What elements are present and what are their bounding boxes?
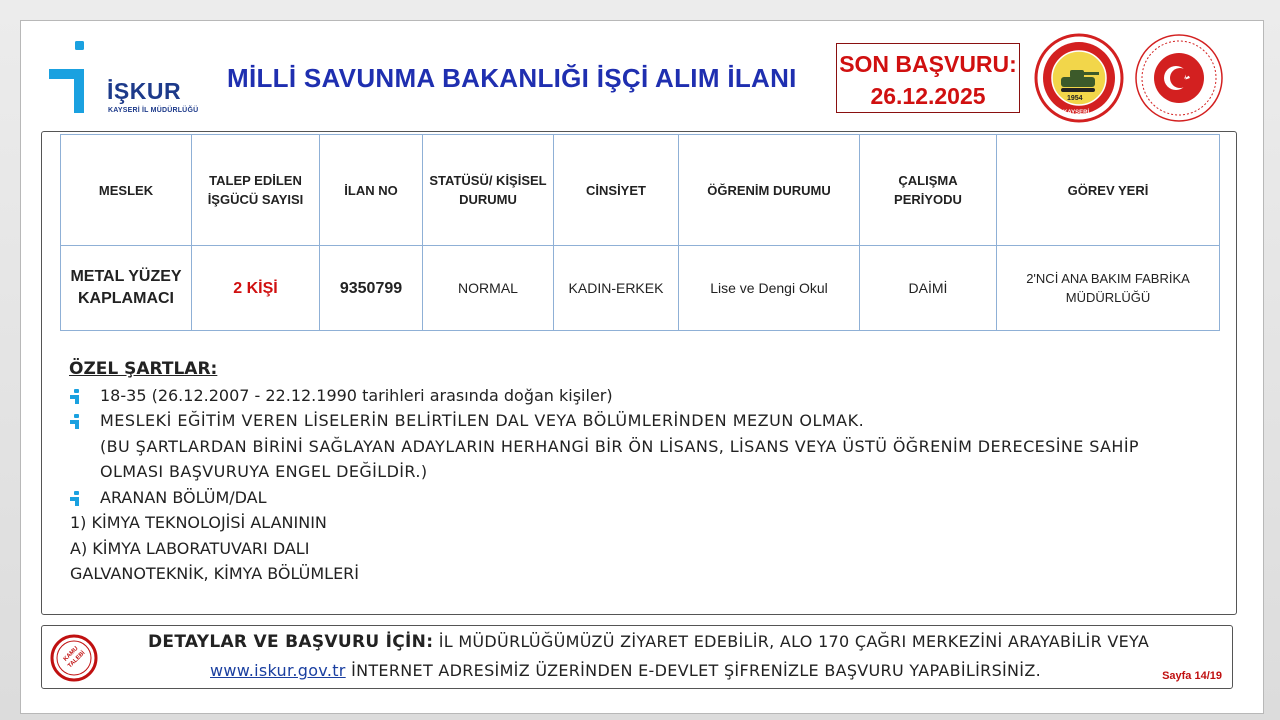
- cell-ogrenim: Lise ve Dengi Okul: [679, 246, 860, 331]
- page-number: Sayfa 14/19: [1162, 670, 1222, 682]
- deadline-box: [836, 43, 1020, 113]
- job-table: [60, 134, 1220, 331]
- table-header-row: [61, 135, 1220, 246]
- department-line: A) KİMYA LABORATUVARI DALI: [70, 538, 310, 558]
- iskur-bullet-icon: [70, 491, 79, 505]
- deadline-label: SON BAŞVURU:: [839, 51, 1017, 77]
- emblem-city: KAYSERİ: [1063, 110, 1090, 116]
- condition-graduation: MESLEKİ EĞİTİM VEREN LİSELERİN BELİRTİLEN DAL VEYA BÖLÜMLERİNDEN MEZUN OLMAK.: [100, 411, 865, 430]
- iskur-bullet-icon: [70, 414, 79, 428]
- cell-talep: 2 KİŞİ: [192, 246, 320, 331]
- condition-item: [69, 383, 1189, 409]
- cell-periyot: DAİMİ: [860, 246, 997, 331]
- job-details-panel: [41, 131, 1237, 615]
- header-cinsiyet: CİNSİYET: [554, 135, 679, 246]
- conditions-title: ÖZEL ŞARTLAR:: [69, 359, 218, 379]
- department-line: GALVANOTEKNİK, KİMYA BÖLÜMLERİ: [70, 564, 360, 583]
- footer-line-1-text: İL MÜDÜRLÜĞÜMÜZÜ ZİYARET EDEBİLİR, ALO 170 ÇAĞRI MERKEZİNİ ARAYABİLİR VEYA: [433, 632, 1150, 651]
- header-periyot: ÇALIŞMA PERİYODU: [860, 135, 997, 246]
- logo-subtitle: KAYSERİ İL MÜDÜRLÜĞÜ: [108, 107, 199, 114]
- table-row: [61, 246, 1220, 331]
- logo-wordmark: İŞKUR: [107, 78, 182, 104]
- page-title: MİLLİ SAVUNMA BAKANLIĞI İŞÇİ ALIM İLANI: [227, 63, 797, 93]
- emblem-year: 1954: [1067, 95, 1083, 102]
- condition-item: [69, 408, 1189, 434]
- footer-bold-label: DETAYLAR VE BAŞVURU İÇİN:: [148, 632, 434, 652]
- header-ogrenim: ÖĞRENİM DURUMU: [679, 135, 860, 246]
- footer-line-2: [210, 661, 1041, 680]
- condition-note-line: OLMASI BAŞVURUYA ENGEL DEĞİLDİR.): [100, 462, 428, 481]
- condition-department: ARANAN BÖLÜM/DAL: [100, 487, 267, 507]
- condition-item: [69, 485, 1189, 511]
- public-request-stamp: [50, 634, 98, 682]
- cell-statu: NORMAL: [423, 246, 554, 331]
- condition-note-line: (BU ŞARTLARDAN BİRİNİ SAĞLAYAN ADAYLARIN HERHANGİ BİR ÖN LİSANS, LİSANS VEYA ÜSTÜ ÖĞRENİM DERECESİNE SAHİP: [100, 436, 1139, 456]
- footer-line-2-text: İNTERNET ADRESİMİZ ÜZERİNDEN E-DEVLET ŞİFRENİZLE BAŞVURU YAPABİLİRSİNİZ.: [345, 661, 1041, 680]
- header-talep: TALEP EDİLEN İŞGÜCÜ SAYISI: [192, 135, 320, 246]
- maintenance-center-emblem: [1034, 33, 1124, 123]
- application-footer: [41, 625, 1233, 689]
- ministry-seal: [1134, 33, 1224, 123]
- footer-line-1: [148, 632, 1149, 652]
- cell-gorev-yeri: 2'NCİ ANA BAKIM FABRİKA MÜDÜRLÜĞÜ: [997, 246, 1220, 331]
- deadline-date: 26.12.2025: [870, 83, 986, 109]
- department-line: 1) KİMYA TEKNOLOJİSİ ALANININ: [70, 513, 327, 532]
- header-meslek: MESLEK: [61, 135, 192, 246]
- iskur-website-link[interactable]: www.iskur.gov.tr: [210, 661, 346, 680]
- stamp-label: KAMU TALEBİ: [62, 645, 87, 670]
- header-ilan-no: İLAN NO: [320, 135, 423, 246]
- condition-age: 18-35 (26.12.2007 - 22.12.1990 tarihleri arasında doğan kişiler): [100, 385, 613, 405]
- special-conditions: [69, 357, 1189, 587]
- announcement-slide: [20, 20, 1264, 714]
- header-statu: STATÜSÜ/ KİŞİSEL DURUMU: [423, 135, 554, 246]
- iskur-bullet-icon: [70, 389, 79, 403]
- cell-cinsiyet: KADIN-ERKEK: [554, 246, 679, 331]
- cell-ilan-no: 9350799: [320, 246, 423, 331]
- cell-meslek: METAL YÜZEY KAPLAMACI: [61, 246, 192, 331]
- iskur-logo: [49, 37, 199, 131]
- header-gorev-yeri: GÖREV YERİ: [997, 135, 1220, 246]
